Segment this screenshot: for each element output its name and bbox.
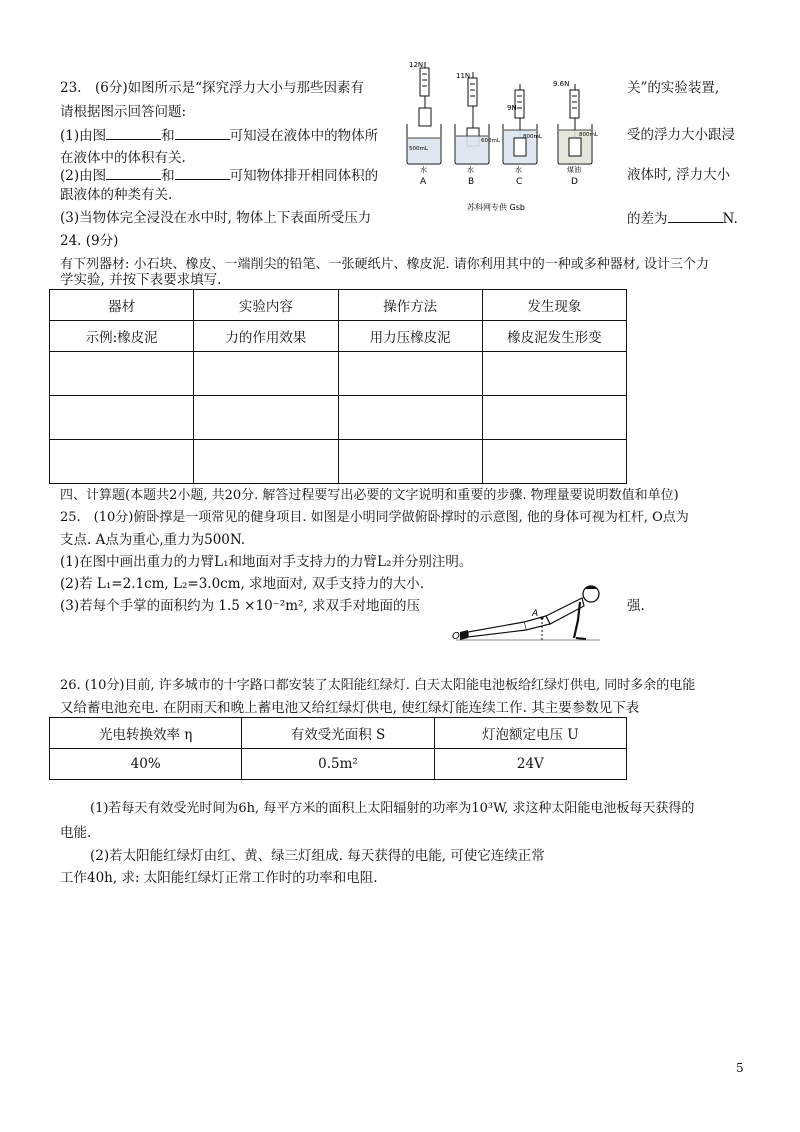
figure-caption: 苏科网专供 Gsb (467, 203, 525, 212)
q23-line6: 跟液体的种类有关. (60, 187, 173, 203)
q23-line1: 23. (6分)如图所示是“探究浮力大小与那些因素有 (60, 80, 364, 96)
answer-blank-1[interactable] (106, 125, 161, 140)
q24-heading: 24. (9分) (60, 233, 119, 249)
q26-line2: 又给蓄电池充电. 在阴雨天和晚上蓄电池又给红绿灯供电, 使红绿灯能连续工作. 其主要参数见下表 (60, 700, 640, 716)
beaker-a (407, 62, 441, 187)
table-header: 光电转换效率 η (50, 718, 242, 749)
label-point-o: O (452, 631, 460, 642)
table-header: 操作方法 (338, 290, 482, 321)
table-row-empty[interactable] (50, 352, 627, 396)
buoyancy-figure (405, 62, 615, 220)
beaker-c (503, 84, 543, 187)
force-d: 9.6N (553, 80, 570, 88)
table-cell: 24V (434, 749, 626, 780)
q23-line7: (3)当物体完全浸没在水中时, 物体上下表面所受压力 (60, 210, 372, 226)
table-cell[interactable] (482, 352, 626, 396)
table-header: 有效受光面积 S (242, 718, 434, 749)
q23-line5: (2)由图 和 可知物体排开相同体积的 (60, 165, 378, 186)
force-c: 9N (507, 104, 517, 112)
q23-line3: (1)由图 和 可知浸在液体中的物体所 (60, 125, 378, 146)
table-header-row (50, 718, 627, 749)
volume-b: 600mL (481, 138, 500, 144)
table-row-empty[interactable] (50, 396, 627, 440)
q23-line1-end: 关”的实验装置, (627, 80, 720, 96)
volume-a: 500mL (409, 146, 428, 152)
table-row (50, 749, 627, 780)
table-cell[interactable] (194, 352, 338, 396)
q23-line7-end: 的差为 N. (627, 208, 738, 229)
table-cell[interactable] (338, 352, 482, 396)
table-header: 发生现象 (482, 290, 626, 321)
q25-line4: (2)若 L₁=2.1cm, L₂=3.0cm, 求地面对, 双手支持力的大小. (60, 576, 424, 592)
table-header: 器材 (50, 290, 194, 321)
q23-line4: 在液体中的体积有关. (60, 150, 186, 166)
table-header: 实验内容 (194, 290, 338, 321)
volume-c: 800mL (523, 134, 542, 140)
q24-line2: 有下列器材: 小石块、橡皮、一端削尖的铅笔、一张硬纸片、橡皮泥. 请你利用其中的一种或多种器材, 设计三个力 (60, 257, 710, 272)
label-d: D (571, 177, 578, 187)
page-number: 5 (736, 1061, 744, 1075)
q25-line2: 支点. A点为重心,重力为500N. (60, 532, 246, 548)
q26-part1-cont: 电能. (60, 825, 92, 841)
label-a: A (420, 177, 427, 187)
liquid-b: 水 (467, 166, 474, 174)
table-cell: 40% (50, 749, 242, 780)
answer-blank-2[interactable] (175, 125, 230, 140)
answer-blank-3[interactable] (106, 165, 161, 180)
table-cell[interactable] (194, 396, 338, 440)
force-b: 11N (456, 72, 471, 80)
q25-line3: (1)在图中画出重力的力臂L₁和地面对手支持力的力臂L₂并分别注明。 (60, 554, 473, 570)
section-heading: 四、计算题(本题共2小题, 共20分. 解答过程要写出必要的文字说明和重要的步骤. 物理量要说明数值和单位) (60, 488, 679, 503)
force-a: 12N (409, 62, 424, 69)
table-cell: 0.5m² (242, 749, 434, 780)
table-row (50, 321, 627, 352)
q24-line3: 学实验, 并按下表要求填写. (60, 272, 222, 288)
q26-part1: (1)若每天有效受光时间为6h, 每平方米的面积上太阳辐射的功率为10³W, 求这种太阳能电池板每天获得的 (90, 801, 695, 816)
q25-line5: (3)若每个手掌的面积约为 1.5 ×10⁻²m², 求双手对地面的压 (60, 598, 420, 614)
table-cell[interactable] (50, 396, 194, 440)
experiment-table (49, 289, 627, 484)
liquid-a: 水 (420, 166, 427, 174)
answer-blank-5[interactable] (668, 208, 723, 223)
table-cell: 橡皮泥发生形变 (482, 321, 626, 352)
table-header-row (50, 290, 627, 321)
label-b: B (468, 177, 475, 187)
q23-line3-end: 受的浮力大小跟浸 (627, 127, 735, 143)
beaker-d (553, 80, 599, 187)
table-cell[interactable] (338, 396, 482, 440)
table-header: 灯泡额定电压 U (434, 718, 626, 749)
table-cell: 用力压橡皮泥 (338, 321, 482, 352)
q25-line5-end: 强. (627, 598, 645, 614)
table-row-empty[interactable] (50, 440, 627, 484)
solar-params-table (49, 717, 627, 780)
q26-part2: (2)若太阳能红绿灯由红、黄、绿三灯组成. 每天获得的电能, 可使它连续正常 (90, 848, 545, 864)
table-cell[interactable] (50, 440, 194, 484)
q26-line1: 26. (10分)目前, 许多城市的十字路口都安装了太阳能红绿灯. 白天太阳能电池板给红绿灯供电, 同时多余的电能 (60, 678, 696, 693)
table-cell[interactable] (338, 440, 482, 484)
q26-part2-cont: 工作40h, 求: 太阳能红绿灯正常工作时的功率和电阻. (60, 870, 378, 886)
pushup-figure (450, 576, 610, 658)
q25-line1: 25. (10分)俯卧撑是一项常见的健身项目. 如图是小明同学做俯卧撑时的示意图, 他的身体可视为杠杆, O点为 (60, 510, 689, 525)
table-cell[interactable] (482, 396, 626, 440)
table-cell: 示例:橡皮泥 (50, 321, 194, 352)
table-cell: 力的作用效果 (194, 321, 338, 352)
liquid-c: 水 (515, 166, 522, 174)
label-c: C (516, 177, 523, 187)
q23-line2: 请根据图示回答问题: (60, 104, 187, 120)
liquid-d: 煤油 (567, 166, 581, 174)
label-point-a: A (532, 609, 539, 619)
volume-d: 800mL (579, 132, 598, 138)
q23-line5-end: 液体时, 浮力大小 (627, 167, 731, 183)
beaker-b (455, 72, 501, 187)
table-cell[interactable] (50, 352, 194, 396)
answer-blank-4[interactable] (175, 165, 230, 180)
table-cell[interactable] (194, 440, 338, 484)
table-cell[interactable] (482, 440, 626, 484)
